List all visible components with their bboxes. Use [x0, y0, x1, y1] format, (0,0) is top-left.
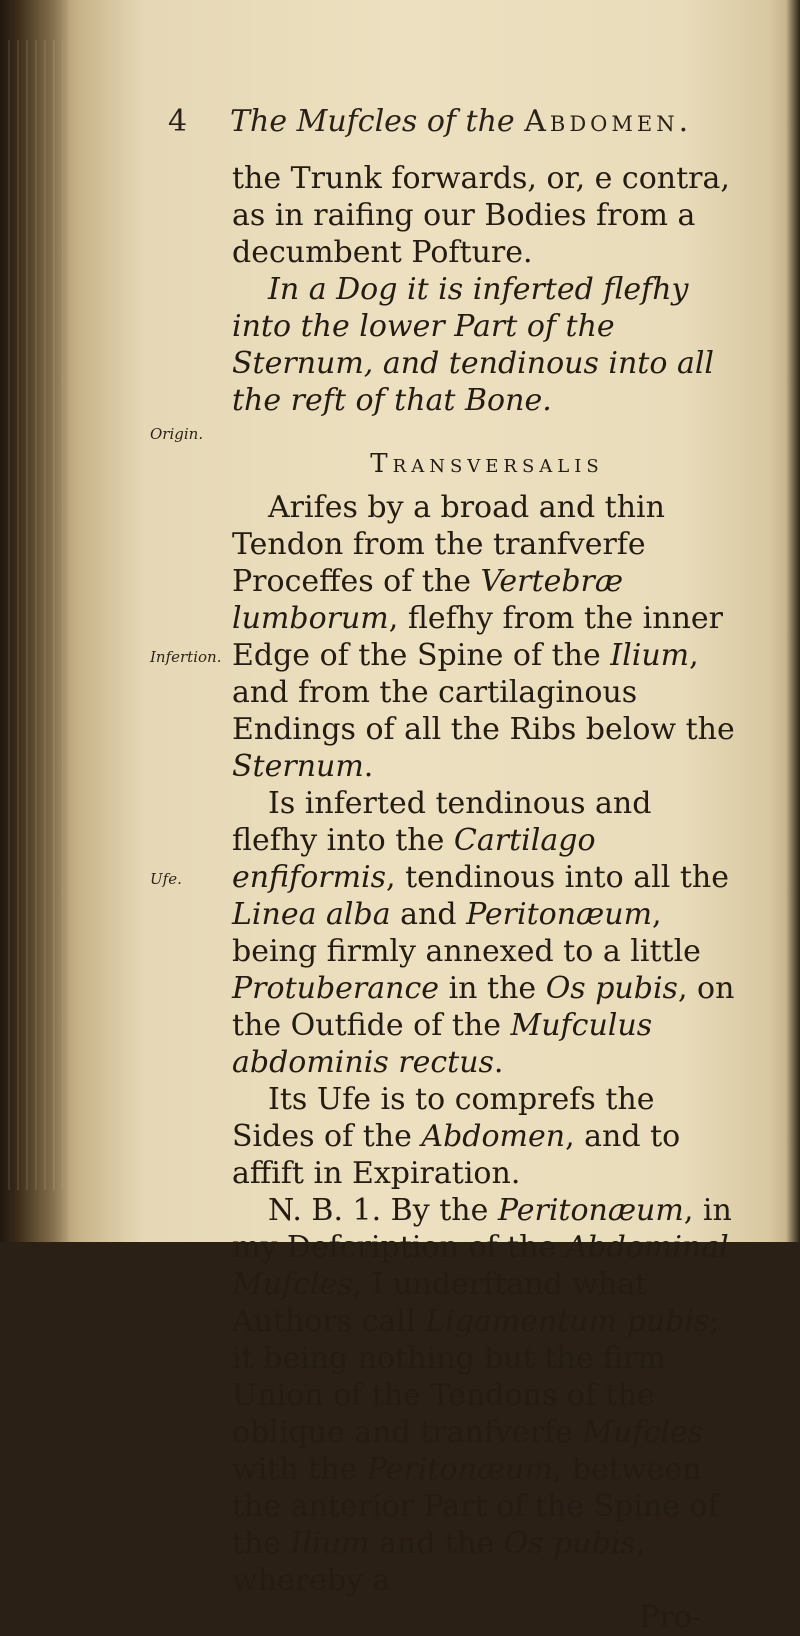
running-head: The Mufcles of the Abdomen.	[230, 104, 693, 139]
binding-texture	[8, 40, 63, 1190]
section-title: Transversalis	[370, 449, 604, 479]
side-note-insertion: Infertion.	[150, 648, 222, 666]
paragraph-nota-bene: N. B. 1. By the Peritonæum, in my Defcription of the Abdominal Mufcles, I underftand what Authors call Ligamentum pubis; it being nothing but the firm Union of the Tendons of the oblique and tranfverfe Mufcles with the Peritonæum, between the anterior Part of the Spine of the Ilium and the Os pubis, whereby a	[232, 1193, 732, 1598]
paragraph-dog: In a Dog it is inferted flefhy into the lower Part of the Sternum, and tendinous into all the reft of that Bone.	[232, 272, 715, 418]
paragraph-use: Its Ufe is to comprefs the Sides of the Abdomen, and to affift in Expiration.	[232, 1082, 681, 1191]
running-head-caps: Abdomen.	[524, 104, 693, 139]
paragraph-continued: the Trunk forwards, or, e contra, as in raifing our Bodies from a decumbent Pofture.	[232, 161, 730, 270]
side-note-use: Ufe.	[150, 870, 182, 888]
page-header	[168, 100, 728, 148]
side-note-origin: Origin.	[150, 425, 204, 443]
page-number: 4	[168, 104, 188, 139]
page-edge-shadow	[786, 0, 800, 1242]
paragraph-origin: Arifes by a broad and thin Tendon from the tranfverfe Proceffes of the Vertebræ lumborum, flefhy from the inner Edge of the Spine of the Ilium, and from the cartilaginous Endings of all the Ribs below the Sternum.	[232, 490, 735, 784]
paragraph-insertion: Is inferted tendinous and flefhy into the Cartilago enfiformis, tendinous into all the Linea alba and Peritonæum, being firmly annexed to a little Protuberance in the Os pubis, on the Outfide of the Mufculus abdominis rectus.	[232, 786, 735, 1080]
catchword: Pro-	[639, 1600, 702, 1635]
body-text	[232, 160, 742, 1636]
